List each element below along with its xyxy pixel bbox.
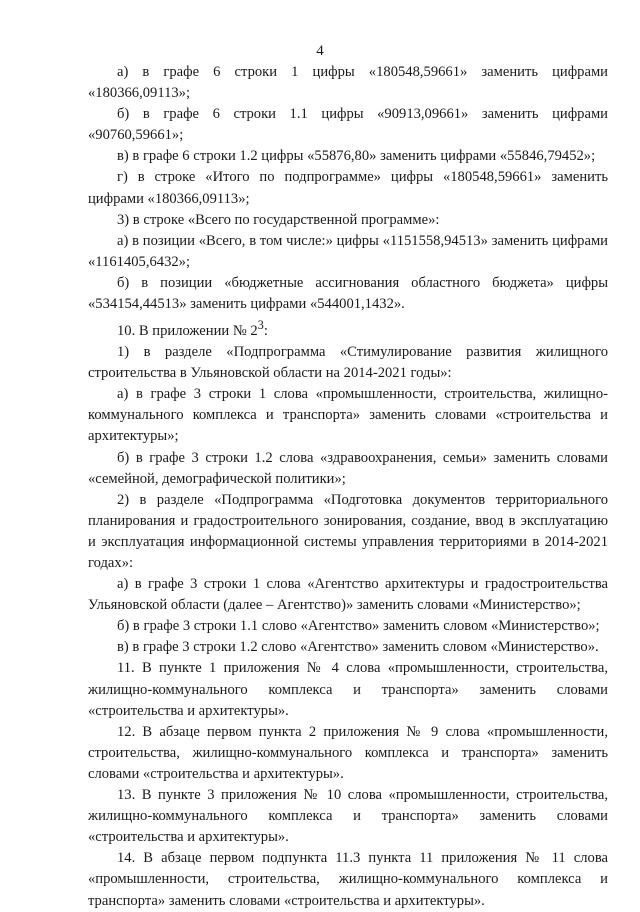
paragraph-3b-budget-position: б) в позиции «бюджетные ассигнования областного бюджета» цифры «534154,44513» заменить цифрами «544001,1432».: [88, 274, 608, 313]
paragraph-14: 14. В абзаце первом подпункта 11.3 пункта 11 приложения № 11 слова «промышленности, строительства, жилищно-коммунального комплекса и транспорта» заменить словами «строительства и архитектуры».: [88, 850, 608, 909]
paragraph-10-1b: б) в графе 3 строки 1.2 слова «здравоохранения, семьи» заменить словами «семейной, демографической политики»;: [88, 449, 608, 487]
paragraph-10-appendix: 10. В приложении № $2^3$:: [117, 318, 268, 339]
paragraph-3-program-total: 3) в строке «Всего по государственной программе»:: [117, 211, 440, 228]
paragraph-1d-subprogram-total: г) в строке «Итого по подпрограмме» цифры «180548,59661» заменить цифрами «180366,09113»;: [88, 169, 608, 207]
paragraph-10-2-section: 2) в разделе «Подпрограмма «Подготовка документов территориального планирования и градостроительного зонирования, создание, ввод в эксплуатацию и эксплуатация информационной системы управления территориями в 2014-2021 годах»:: [88, 491, 608, 572]
paragraph-10-2c: в) в графе 3 строки 1.2 слово «Агентство» заменить словом «Министерство».: [117, 639, 599, 656]
paragraph-10-2a: а) в графе 3 строки 1 слова «Агентство архитектуры и градостроительства Ульяновской области (далее – Агентство)» заменить словами «Министерство»;: [88, 576, 608, 614]
paragraph-11: 11. В пункте 1 приложения № 4 слова «промышленности, строительства, жилищно-коммунального комплекса и транспорта» заменить словами «строительства и архитектуры».: [88, 660, 608, 719]
paragraph-10-1a: а) в графе 3 строки 1 слова «промышленности, строительства, жилищно-коммунального комплекса и транспорта» заменить словами «строительства и архитектуры»;: [88, 386, 608, 445]
document-body: [88, 62, 608, 912]
paragraph-10-1-section: 1) в разделе «Подпрограмма «Стимулирование развития жилищного строительства в Ульяновской области на 2014-2021 годы»:: [88, 344, 608, 382]
paragraph-1c-graph6-row1-2: в) в графе 6 строки 1.2 цифры «55876,80» заменить цифрами «55846,79452»;: [117, 148, 596, 165]
paragraph-1a-graph6-row1: а) в графе 6 строки 1 цифры «180548,59661» заменить цифрами «180366,09113»;: [88, 64, 608, 102]
page-number: 4: [316, 43, 324, 59]
paragraph-13: 13. В пункте 3 приложения № 10 слова «промышленности, строительства, жилищно-коммунального комплекса и транспорта» заменить словами «строительства и архитектуры».: [88, 787, 608, 846]
paragraph-12: 12. В абзаце первом пункта 2 приложения № 9 слова «промышленности, строительства, жилищно-коммунального комплекса и транспорта» заменить словами «строительства и архитектуры».: [88, 723, 608, 782]
superscript-3: 3: [257, 318, 264, 333]
paragraph-3a-total-position: а) в позиции «Всего, в том числе:» цифры «1151558,94513» заменить цифрами «1161405,6432»;: [88, 232, 608, 270]
paragraph-1b-graph6-row1-1: б) в графе 6 строки 1.1 цифры «90913,09661» заменить цифрами «90760,59661»;: [88, 106, 608, 144]
paragraph-10-2b: б) в графе 3 строки 1.1 слово «Агентство» заменить словом «Министерство»;: [117, 618, 600, 635]
